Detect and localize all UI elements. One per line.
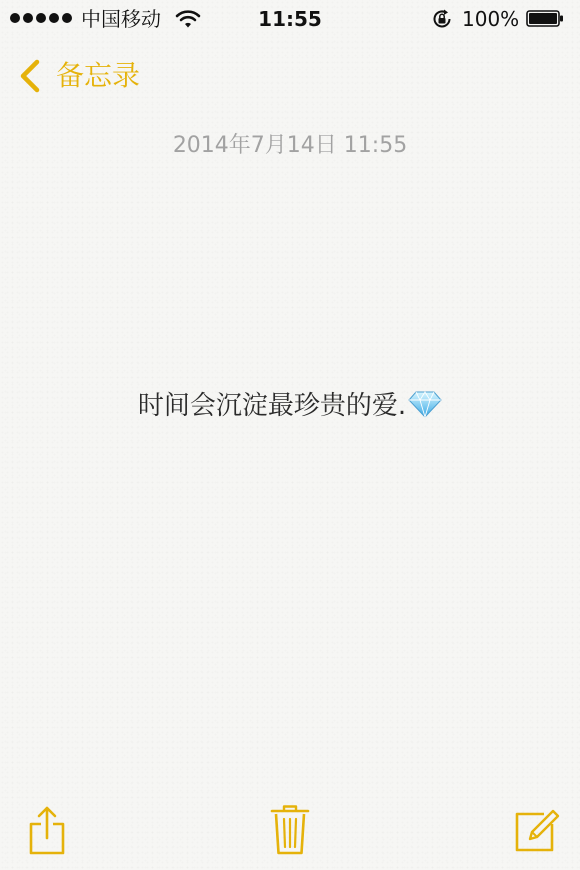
diamond-icon (408, 389, 442, 419)
battery-icon (526, 10, 564, 27)
share-button[interactable] (27, 804, 67, 856)
compose-button[interactable] (514, 806, 560, 854)
trash-button[interactable] (270, 804, 310, 856)
carrier-name: 中国移动 (81, 7, 161, 31)
trash-icon (270, 804, 310, 856)
rotation-lock-icon (431, 8, 453, 30)
note-date: 2014年7月14日 11:55 (172, 133, 408, 158)
chevron-left-icon (16, 56, 42, 96)
back-button[interactable] (16, 56, 140, 96)
compose-icon (514, 806, 560, 854)
share-icon (27, 804, 67, 856)
status-clock: 11:55 (258, 7, 322, 31)
battery-percent: 100% (462, 7, 520, 31)
note-text: 时间会沉淀最珍贵的爱. (137, 391, 407, 421)
note-body[interactable] (0, 386, 580, 426)
status-bar (0, 0, 580, 38)
back-label: 备忘录 (56, 59, 141, 92)
